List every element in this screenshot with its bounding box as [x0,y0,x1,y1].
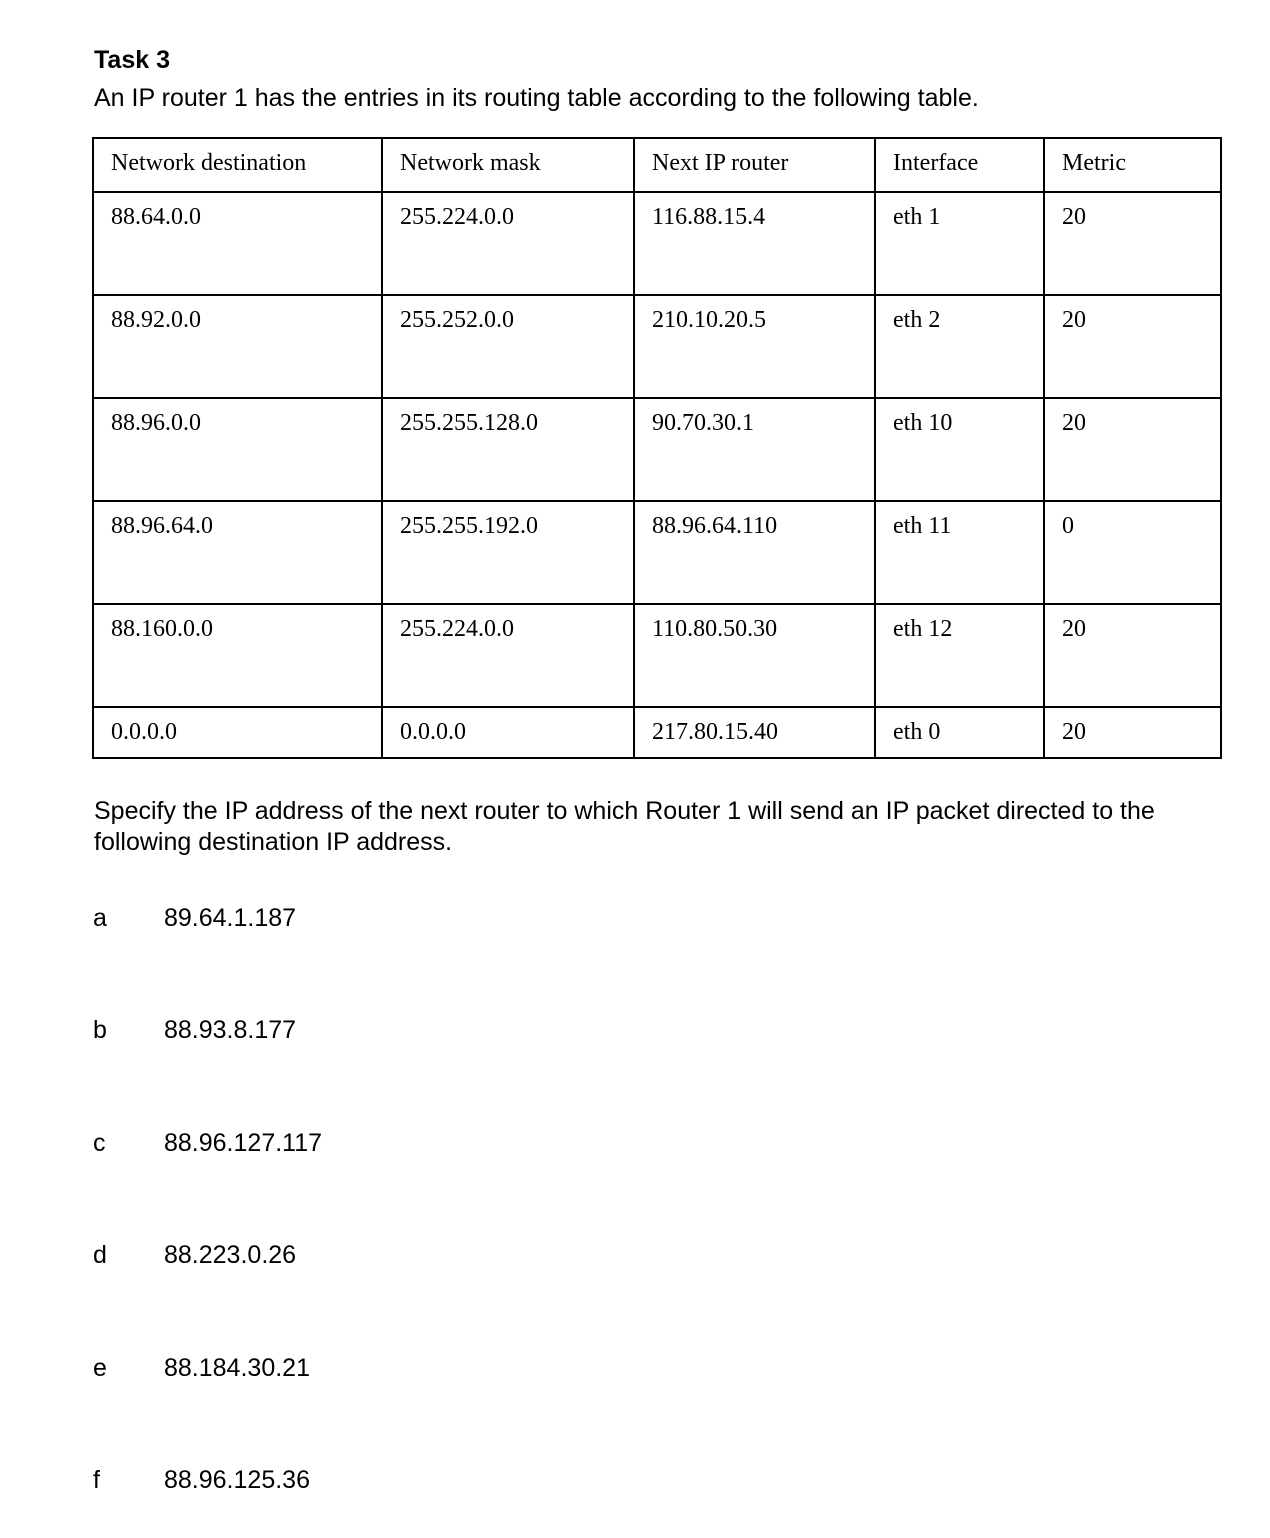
cell-metric: 20 [1044,398,1221,501]
cell-network-mask: 0.0.0.0 [382,707,634,758]
task-title: Task 3 [94,46,170,74]
option-address: 88.223.0.26 [164,1241,297,1269]
cell-network-destination: 88.96.64.0 [93,501,382,604]
cell-network-destination: 0.0.0.0 [93,707,382,758]
option-address: 88.96.127.117 [164,1129,323,1157]
table-header-row [93,138,1221,192]
option-address: 88.184.30.21 [164,1354,310,1382]
question-text: Specify the IP address of the next router to which Router 1 will send an IP packet directed to the following destination IP address. [94,797,1155,856]
cell-network-destination: 88.96.0.0 [93,398,382,501]
option-letter: f [93,1466,100,1494]
option-b [93,1014,296,1046]
column-header-interface: Interface [875,138,1044,192]
option-d [93,1239,296,1271]
table-row [93,707,1221,758]
column-header-metric: Metric [1044,138,1221,192]
column-header-next-ip-router: Next IP router [634,138,875,192]
table-row [93,295,1221,398]
cell-metric: 20 [1044,192,1221,295]
cell-next-ip-router: 210.10.20.5 [634,295,875,398]
routing-table [92,137,1222,759]
cell-metric: 20 [1044,707,1221,758]
column-header-network-mask: Network mask [382,138,634,192]
cell-interface: eth 2 [875,295,1044,398]
cell-next-ip-router: 88.96.64.110 [634,501,875,604]
option-letter: b [93,1016,107,1044]
cell-metric: 20 [1044,295,1221,398]
option-address: 89.64.1.187 [164,904,297,932]
cell-metric: 20 [1044,604,1221,707]
option-letter: c [93,1129,106,1157]
cell-interface: eth 1 [875,192,1044,295]
option-address: 88.93.8.177 [164,1016,297,1044]
table-row [93,604,1221,707]
intro-text: An IP router 1 has the entries in its routing table according to the following table. [94,84,979,112]
table-row [93,501,1221,604]
cell-network-destination: 88.92.0.0 [93,295,382,398]
cell-next-ip-router: 116.88.15.4 [634,192,875,295]
cell-metric: 0 [1044,501,1221,604]
cell-network-mask: 255.255.192.0 [382,501,634,604]
option-letter: a [93,904,107,932]
table-row [93,192,1221,295]
option-letter: d [93,1241,107,1269]
table-row [93,398,1221,501]
option-a [93,902,296,934]
cell-next-ip-router: 90.70.30.1 [634,398,875,501]
cell-interface: eth 12 [875,604,1044,707]
cell-interface: eth 10 [875,398,1044,501]
option-address: 88.96.125.36 [164,1466,310,1494]
cell-network-destination: 88.64.0.0 [93,192,382,295]
option-letter: e [93,1354,107,1382]
option-c [93,1127,322,1159]
cell-network-mask: 255.224.0.0 [382,192,634,295]
cell-interface: eth 11 [875,501,1044,604]
cell-next-ip-router: 217.80.15.40 [634,707,875,758]
cell-network-mask: 255.255.128.0 [382,398,634,501]
column-header-network-destination: Network destination [93,138,382,192]
cell-interface: eth 0 [875,707,1044,758]
option-e [93,1352,310,1384]
cell-next-ip-router: 110.80.50.30 [634,604,875,707]
cell-network-mask: 255.224.0.0 [382,604,634,707]
cell-network-destination: 88.160.0.0 [93,604,382,707]
cell-network-mask: 255.252.0.0 [382,295,634,398]
option-f [93,1464,310,1496]
